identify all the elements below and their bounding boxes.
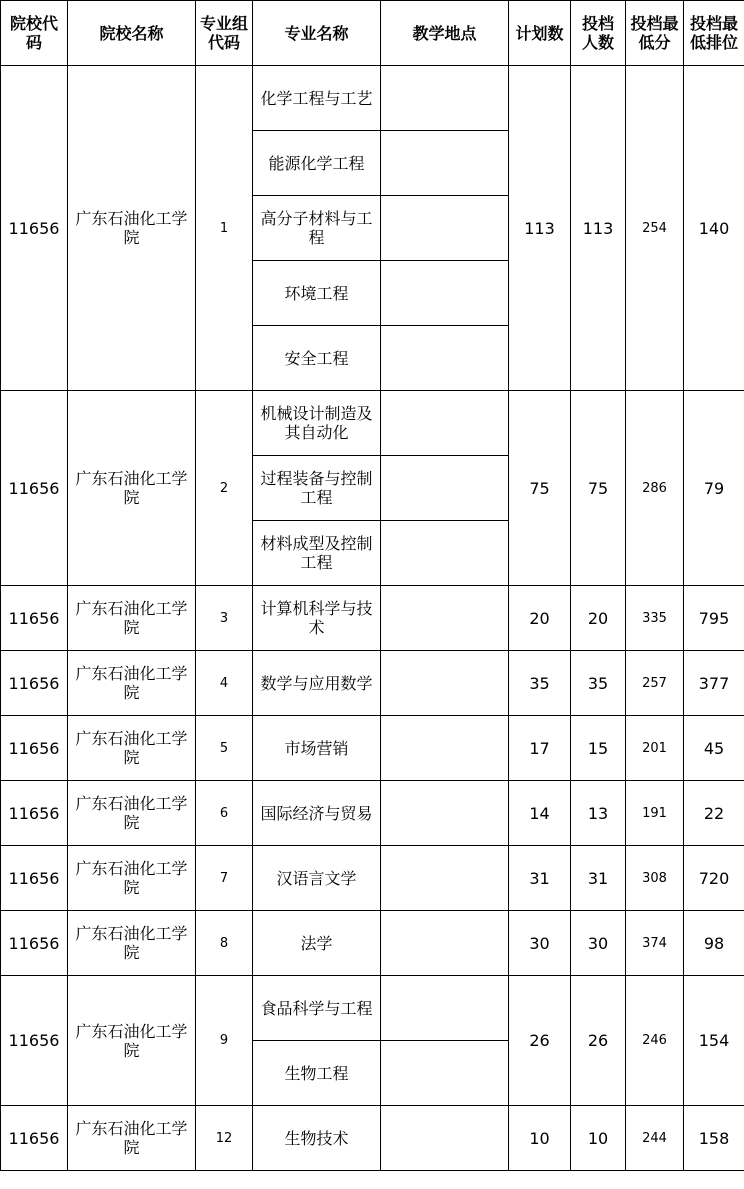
school-code-cell: 11656 <box>1 846 68 911</box>
min-score-cell: 286 <box>626 391 684 586</box>
admitted-cell: 31 <box>571 846 626 911</box>
table-row <box>1 651 744 716</box>
plan-cell: 10 <box>509 1106 571 1171</box>
major-name-cell: 市场营销 <box>253 716 381 781</box>
major-name-cell: 高分子材料与工程 <box>253 196 381 261</box>
location-cell <box>381 456 509 521</box>
admitted-cell: 35 <box>571 651 626 716</box>
header-group-code: 专业组代码 <box>196 1 253 66</box>
group-code-cell: 4 <box>196 651 253 716</box>
header-school-code: 院校代码 <box>1 1 68 66</box>
header-min-rank: 投档最低排位 <box>684 1 744 66</box>
school-name-cell: 广东石油化工学院 <box>68 1106 196 1171</box>
location-cell <box>381 326 509 391</box>
header-school-name: 院校名称 <box>68 1 196 66</box>
min-score-cell: 257 <box>626 651 684 716</box>
school-name-cell: 广东石油化工学院 <box>68 716 196 781</box>
location-cell <box>381 391 509 456</box>
min-score-cell: 254 <box>626 66 684 391</box>
min-score-cell: 201 <box>626 716 684 781</box>
min-rank-cell: 98 <box>684 911 744 976</box>
school-name-cell: 广东石油化工学院 <box>68 391 196 586</box>
major-name-cell: 生物技术 <box>253 1106 381 1171</box>
min-score-cell: 374 <box>626 911 684 976</box>
school-name-cell: 广东石油化工学院 <box>68 66 196 391</box>
plan-cell: 26 <box>509 976 571 1106</box>
group-code-cell: 9 <box>196 976 253 1106</box>
major-name-cell: 计算机科学与技术 <box>253 586 381 651</box>
major-name-cell: 汉语言文学 <box>253 846 381 911</box>
min-rank-cell: 795 <box>684 586 744 651</box>
location-cell <box>381 1106 509 1171</box>
major-name-cell: 食品科学与工程 <box>253 976 381 1041</box>
plan-cell: 75 <box>509 391 571 586</box>
admitted-cell: 13 <box>571 781 626 846</box>
min-rank-cell: 720 <box>684 846 744 911</box>
admitted-cell: 113 <box>571 66 626 391</box>
table-row <box>1 846 744 911</box>
min-score-cell: 308 <box>626 846 684 911</box>
location-cell <box>381 846 509 911</box>
table-row <box>1 976 744 1041</box>
plan-cell: 35 <box>509 651 571 716</box>
admitted-cell: 20 <box>571 586 626 651</box>
plan-cell: 113 <box>509 66 571 391</box>
major-name-cell: 数学与应用数学 <box>253 651 381 716</box>
admitted-cell: 30 <box>571 911 626 976</box>
table-row <box>1 911 744 976</box>
admitted-cell: 26 <box>571 976 626 1106</box>
location-cell <box>381 651 509 716</box>
group-code-cell: 12 <box>196 1106 253 1171</box>
school-name-cell: 广东石油化工学院 <box>68 976 196 1106</box>
group-code-cell: 3 <box>196 586 253 651</box>
table-row <box>1 716 744 781</box>
min-score-cell: 191 <box>626 781 684 846</box>
location-cell <box>381 261 509 326</box>
school-name-cell: 广东石油化工学院 <box>68 846 196 911</box>
min-rank-cell: 140 <box>684 66 744 391</box>
location-cell <box>381 781 509 846</box>
header-plan: 计划数 <box>509 1 571 66</box>
major-name-cell: 材料成型及控制工程 <box>253 521 381 586</box>
location-cell <box>381 196 509 261</box>
table-row <box>1 391 744 456</box>
admitted-cell: 15 <box>571 716 626 781</box>
major-name-cell: 国际经济与贸易 <box>253 781 381 846</box>
plan-cell: 14 <box>509 781 571 846</box>
school-code-cell: 11656 <box>1 586 68 651</box>
min-rank-cell: 22 <box>684 781 744 846</box>
header-row <box>1 1 744 66</box>
table-row <box>1 1106 744 1171</box>
header-location: 教学地点 <box>381 1 509 66</box>
school-name-cell: 广东石油化工学院 <box>68 911 196 976</box>
location-cell <box>381 716 509 781</box>
school-code-cell: 11656 <box>1 976 68 1106</box>
major-name-cell: 化学工程与工艺 <box>253 66 381 131</box>
min-rank-cell: 377 <box>684 651 744 716</box>
location-cell <box>381 976 509 1041</box>
school-name-cell: 广东石油化工学院 <box>68 586 196 651</box>
major-name-cell: 能源化学工程 <box>253 131 381 196</box>
min-score-cell: 244 <box>626 1106 684 1171</box>
min-rank-cell: 154 <box>684 976 744 1106</box>
location-cell <box>381 521 509 586</box>
major-name-cell: 安全工程 <box>253 326 381 391</box>
school-code-cell: 11656 <box>1 391 68 586</box>
header-min-score: 投档最低分 <box>626 1 684 66</box>
group-code-cell: 5 <box>196 716 253 781</box>
plan-cell: 30 <box>509 911 571 976</box>
group-code-cell: 6 <box>196 781 253 846</box>
school-code-cell: 11656 <box>1 911 68 976</box>
min-rank-cell: 45 <box>684 716 744 781</box>
admitted-cell: 75 <box>571 391 626 586</box>
group-code-cell: 7 <box>196 846 253 911</box>
location-cell <box>381 911 509 976</box>
school-code-cell: 11656 <box>1 651 68 716</box>
min-score-cell: 335 <box>626 586 684 651</box>
major-name-cell: 生物工程 <box>253 1041 381 1106</box>
table-body <box>1 1 744 1171</box>
header-major-name: 专业名称 <box>253 1 381 66</box>
major-name-cell: 法学 <box>253 911 381 976</box>
table-row <box>1 586 744 651</box>
group-code-cell: 2 <box>196 391 253 586</box>
school-code-cell: 11656 <box>1 781 68 846</box>
plan-cell: 20 <box>509 586 571 651</box>
admitted-cell: 10 <box>571 1106 626 1171</box>
location-cell <box>381 586 509 651</box>
group-code-cell: 1 <box>196 66 253 391</box>
table-row <box>1 66 744 131</box>
location-cell <box>381 66 509 131</box>
min-rank-cell: 158 <box>684 1106 744 1171</box>
school-name-cell: 广东石油化工学院 <box>68 651 196 716</box>
school-code-cell: 11656 <box>1 66 68 391</box>
major-name-cell: 机械设计制造及其自动化 <box>253 391 381 456</box>
plan-cell: 31 <box>509 846 571 911</box>
group-code-cell: 8 <box>196 911 253 976</box>
major-name-cell: 环境工程 <box>253 261 381 326</box>
min-score-cell: 246 <box>626 976 684 1106</box>
major-name-cell: 过程装备与控制工程 <box>253 456 381 521</box>
location-cell <box>381 131 509 196</box>
table-row <box>1 781 744 846</box>
school-name-cell: 广东石油化工学院 <box>68 781 196 846</box>
location-cell <box>381 1041 509 1106</box>
header-admitted: 投档人数 <box>571 1 626 66</box>
min-rank-cell: 79 <box>684 391 744 586</box>
plan-cell: 17 <box>509 716 571 781</box>
school-code-cell: 11656 <box>1 716 68 781</box>
school-code-cell: 11656 <box>1 1106 68 1171</box>
